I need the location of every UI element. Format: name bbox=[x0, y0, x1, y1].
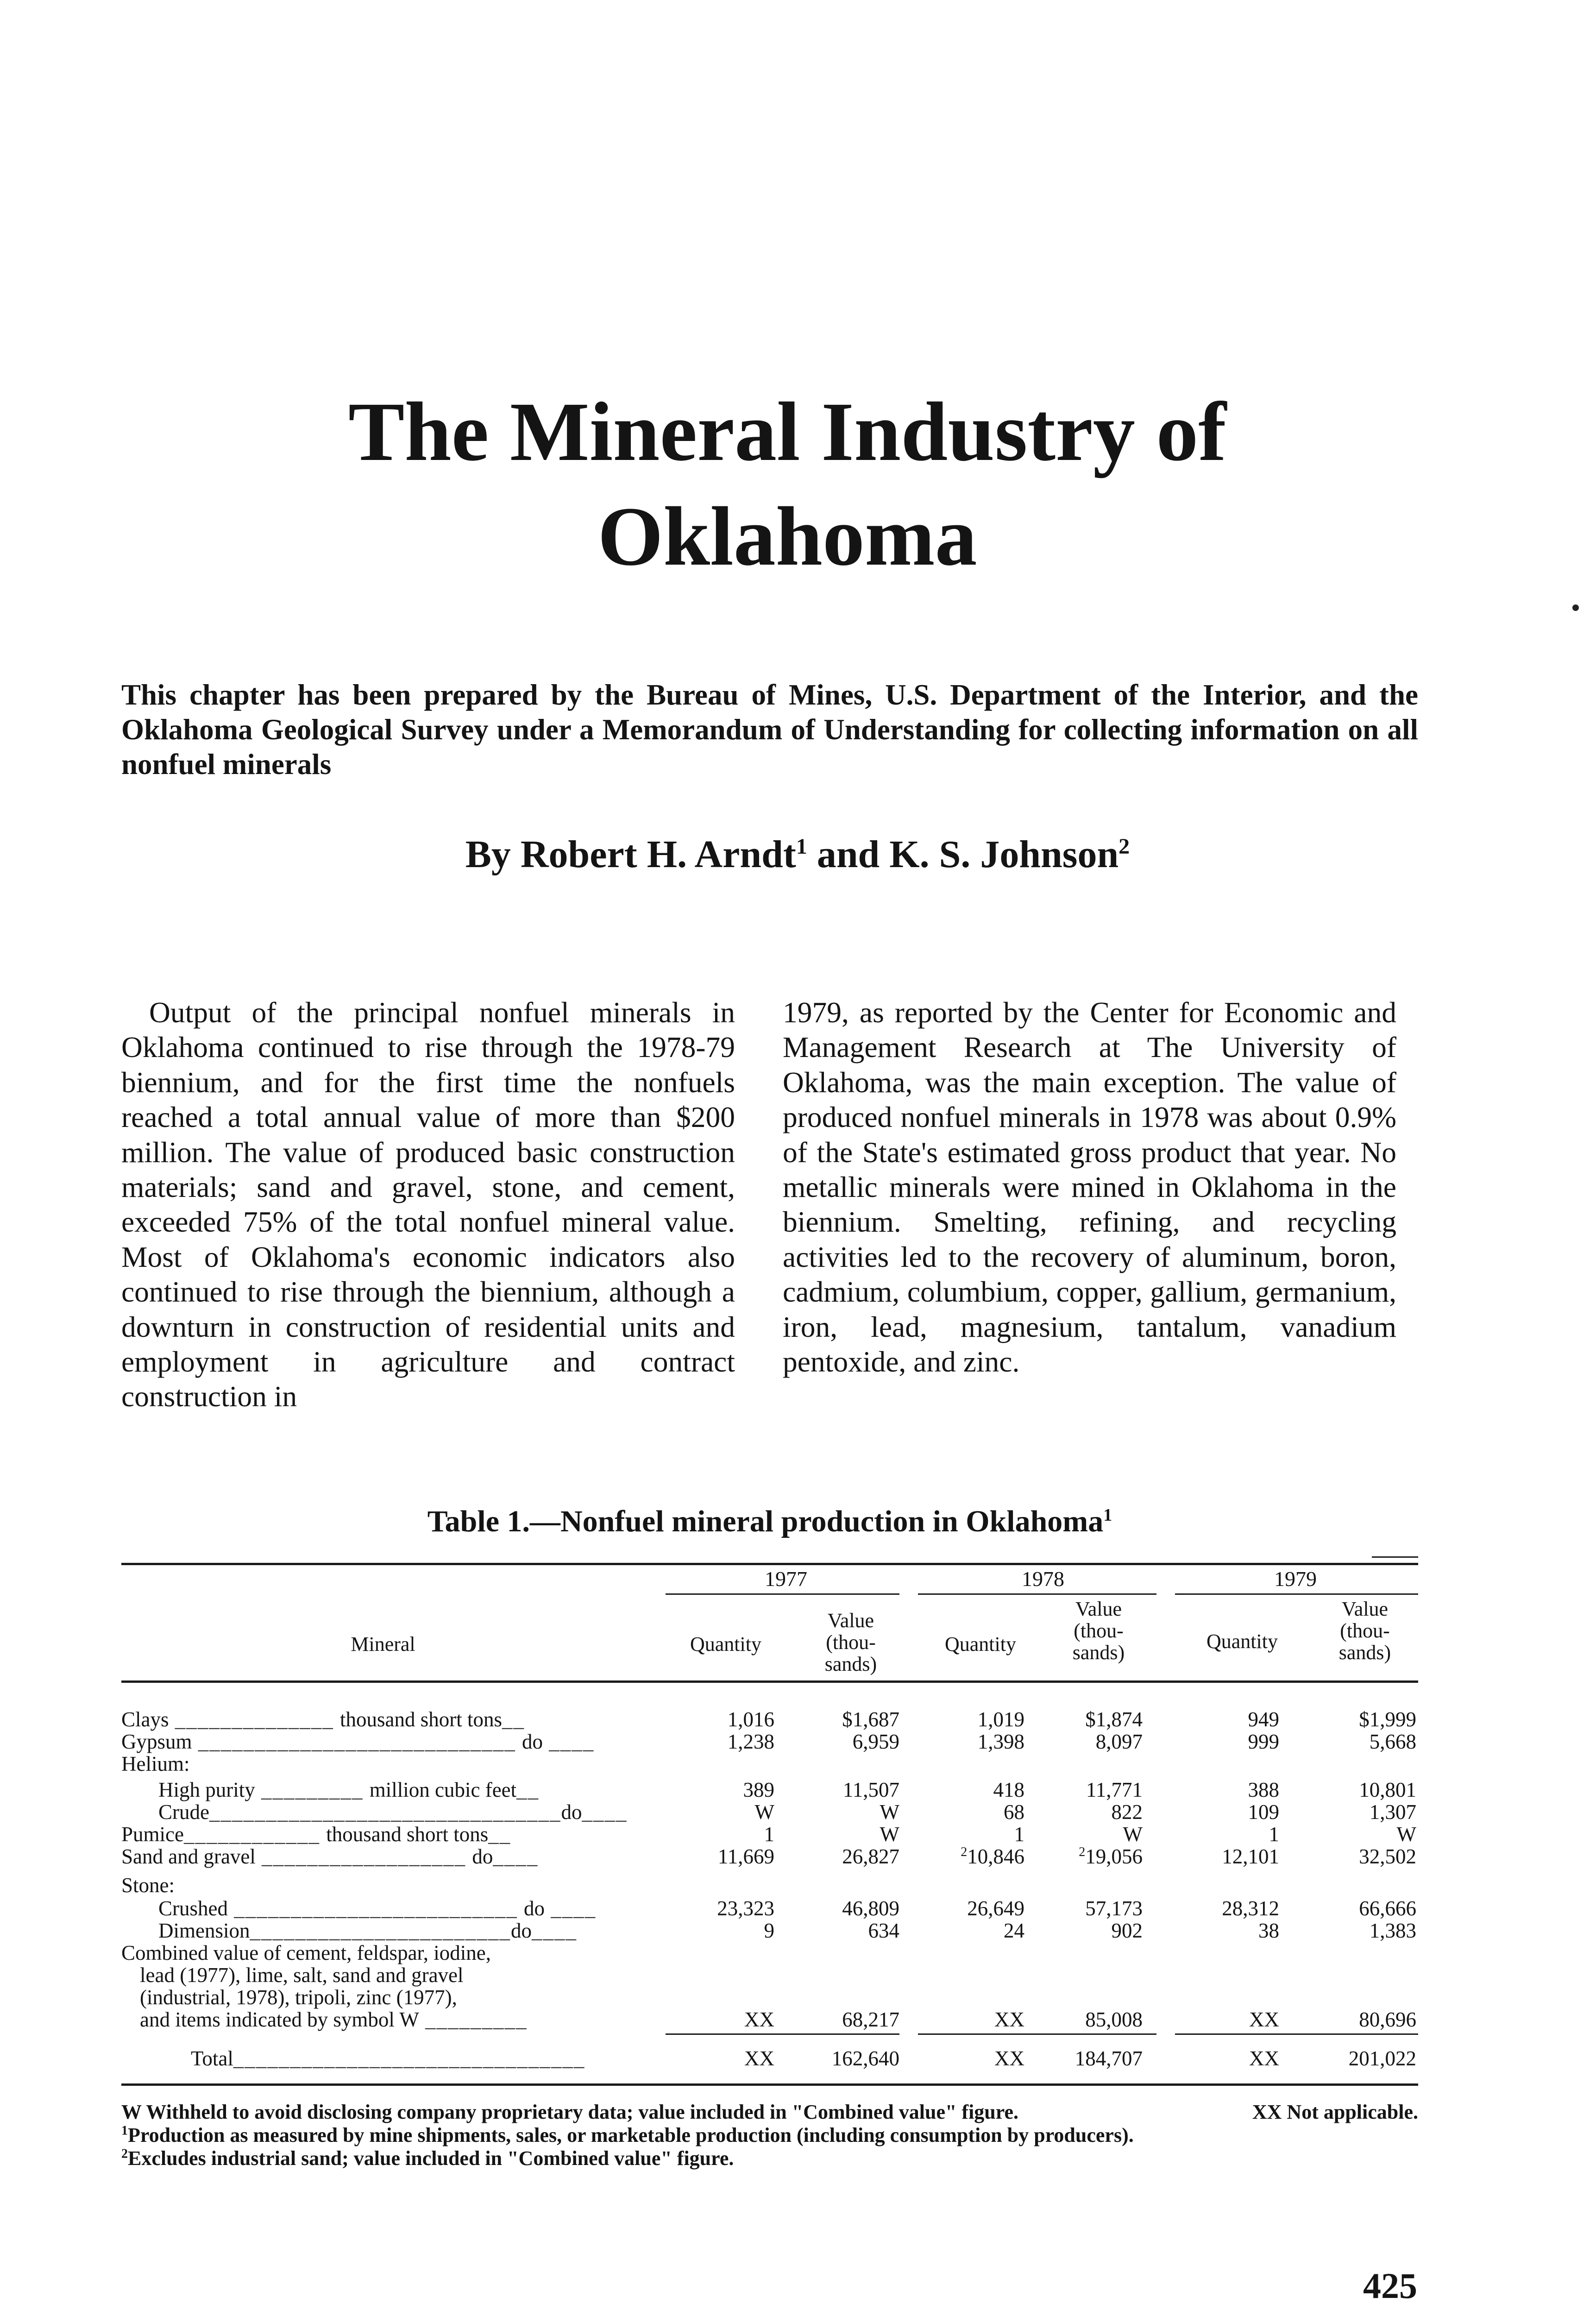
cell-1977-value: W bbox=[880, 1823, 899, 1846]
byline-footnote-2: 2 bbox=[1118, 834, 1130, 859]
col-header-mineral: Mineral bbox=[351, 1633, 415, 1655]
cell-1977-value: W bbox=[880, 1800, 899, 1824]
col-header-value-1979 bbox=[1312, 1598, 1418, 1663]
subtotal-rule-1979 bbox=[1175, 2033, 1418, 2035]
table-row: Dimension_______________________do____ 9 634 24 902 38 1,383 bbox=[158, 1919, 1416, 1942]
byline-first-author: By Robert H. Arndt bbox=[465, 833, 796, 876]
cell-footnote-mark: 2 bbox=[961, 1845, 968, 1859]
cell-1979-quantity: 999 bbox=[1248, 1730, 1279, 1753]
table-row: Crushed _________________________ do ____ 23,323 46,809 26,649 57,173 28,312 66,666 bbox=[158, 1897, 1416, 1920]
row-label: Gypsum bbox=[121, 1730, 192, 1753]
cell-1978-value: $1,874 bbox=[1085, 1708, 1143, 1731]
cell-1977-quantity: XX bbox=[744, 2008, 774, 2031]
cell-1977-value: 634 bbox=[868, 1919, 899, 1942]
col-header-quantity-1977: Quantity bbox=[690, 1633, 761, 1655]
cell-1978-value: 85,008 bbox=[1085, 2008, 1143, 2031]
cell-1979-value: 66,666 bbox=[1359, 1897, 1416, 1920]
row-unit: thousand short tons bbox=[326, 1823, 489, 1846]
table-row bbox=[121, 1964, 1418, 1986]
col-header-value-1978 bbox=[1043, 1598, 1154, 1663]
cell-1977-value: 68,217 bbox=[842, 2008, 899, 2031]
year-underline-1978 bbox=[918, 1593, 1156, 1595]
row-label: Clays bbox=[121, 1708, 169, 1731]
row-label: (industrial, 1978), tripoli, zinc (1977), bbox=[140, 1986, 457, 2009]
row-label: Dimension bbox=[158, 1919, 250, 1942]
table-bottom-rule bbox=[121, 2083, 1418, 2086]
footnote-2-mark: 2 bbox=[121, 2146, 128, 2161]
year-heading-1978: 1978 bbox=[1022, 1567, 1064, 1591]
cell-1978-quantity: XX bbox=[994, 2008, 1024, 2031]
col-header-value-line3: sands) bbox=[1338, 1641, 1391, 1664]
cell-1979-value: 201,022 bbox=[1348, 2047, 1416, 2070]
footnote-w-text: W Withheld to avoid disclosing company proprietary data; value included in "Combined value" figure. bbox=[121, 2101, 1019, 2123]
stray-ink-mark bbox=[1572, 604, 1579, 611]
col-header-value-line1: Value bbox=[827, 1609, 874, 1632]
table-row: Gypsum ____________________________ do ____ 1,238 6,959 1,398 8,097 999 5,668 bbox=[121, 1730, 1416, 1753]
cell-1979-quantity: 949 bbox=[1248, 1708, 1279, 1731]
cell-1977-value: 11,507 bbox=[842, 1778, 899, 1801]
row-label: Total bbox=[191, 2047, 233, 2070]
subtotal-rule-1977 bbox=[666, 2033, 899, 2035]
cell-1977-quantity: 1,016 bbox=[727, 1708, 774, 1731]
col-header-value-line2: (thou- bbox=[826, 1631, 876, 1654]
row-unit: do bbox=[561, 1800, 582, 1824]
table-row: High purity _________ million cubic feet__ 389 11,507 418 11,771 388 10,801 bbox=[158, 1778, 1416, 1801]
table-row: and items indicated by symbol W _________ XX 68,217 XX 85,008 XX 80,696 bbox=[140, 2008, 1416, 2031]
cell-1977-quantity: 23,323 bbox=[717, 1897, 774, 1920]
col-header-value-line2: (thou- bbox=[1074, 1619, 1124, 1642]
row-label: lead (1977), lime, salt, sand and gravel bbox=[140, 1964, 464, 1987]
cell-1979-quantity: 38 bbox=[1258, 1919, 1279, 1942]
table-header-rule bbox=[121, 1563, 1418, 1565]
author-byline bbox=[121, 831, 1474, 878]
cell-1978-quantity: 418 bbox=[993, 1778, 1024, 1801]
cell-1977-value: 26,827 bbox=[842, 1845, 899, 1868]
cell-1979-value: 5,668 bbox=[1369, 1730, 1416, 1753]
row-label: Stone: bbox=[121, 1874, 175, 1897]
table-row bbox=[121, 1753, 1418, 1775]
table-row bbox=[121, 1874, 1418, 1896]
row-unit: million cubic feet bbox=[369, 1778, 517, 1801]
chapter-title-line-1: The Mineral Industry of bbox=[348, 385, 1226, 478]
footnote-1-text: Production as measured by mine shipments, sales, or marketable production (including consumption by producers). bbox=[128, 2124, 1134, 2146]
year-heading-1977: 1977 bbox=[765, 1567, 807, 1591]
page-number: 425 bbox=[1363, 2266, 1417, 2306]
subtotal-rule-1978 bbox=[918, 2033, 1156, 2035]
cell-1978-quantity: 10,846 bbox=[967, 1845, 1024, 1868]
cell-1979-value: 32,502 bbox=[1359, 1845, 1416, 1868]
cell-1977-quantity: 9 bbox=[764, 1919, 774, 1942]
cell-1977-quantity: 1 bbox=[764, 1823, 774, 1846]
row-label: Helium: bbox=[121, 1752, 190, 1775]
row-unit: do bbox=[472, 1845, 493, 1868]
cell-1978-quantity: 26,649 bbox=[967, 1897, 1024, 1920]
cell-1979-quantity: 12,101 bbox=[1222, 1845, 1279, 1868]
cell-1977-quantity: 1,238 bbox=[727, 1730, 774, 1753]
year-underline-1979 bbox=[1175, 1593, 1418, 1595]
table-row-total: Total_______________________________ XX 162,640 XX 184,707 XX 201,022 bbox=[191, 2047, 1416, 2070]
cell-1978-value: 8,097 bbox=[1095, 1730, 1143, 1753]
row-unit: do bbox=[522, 1730, 543, 1753]
cell-footnote-mark: 2 bbox=[1079, 1845, 1086, 1859]
cell-1978-value: 184,707 bbox=[1074, 2047, 1143, 2070]
cell-1979-value: 80,696 bbox=[1359, 2008, 1416, 2031]
row-unit: do bbox=[511, 1919, 532, 1942]
footnote-xx: XX Not applicable. bbox=[1252, 2101, 1418, 2123]
row-label: and items indicated by symbol W bbox=[140, 2008, 419, 2031]
row-unit: do bbox=[524, 1897, 545, 1920]
col-header-value-line3: sands) bbox=[1072, 1641, 1125, 1664]
cell-1979-quantity: 388 bbox=[1248, 1778, 1279, 1801]
cell-1977-quantity: 11,669 bbox=[717, 1845, 774, 1868]
col-header-quantity-1978: Quantity bbox=[945, 1633, 1016, 1655]
table-row: Sand and gravel __________________ do____ 11,669 26,827 $^2$10,846 $^2$19,056 12,101 32,502 bbox=[121, 1845, 1416, 1868]
cell-1979-value: W bbox=[1396, 1823, 1416, 1846]
cell-1979-quantity: 109 bbox=[1248, 1800, 1279, 1824]
table-row: Clays ______________ thousand short tons__ 1,016 $1,687 1,019 $1,874 949 $1,999 bbox=[121, 1708, 1416, 1731]
footnote-1-mark: 1 bbox=[121, 2123, 128, 2138]
table-caption-footnote: 1 bbox=[1103, 1505, 1112, 1525]
footnote-2-text: Excludes industrial sand; value included in "Combined value" figure. bbox=[128, 2147, 734, 2170]
cell-1978-quantity: 1 bbox=[1014, 1823, 1024, 1846]
cell-1979-value: 1,307 bbox=[1369, 1800, 1416, 1824]
cell-1979-value: 10,801 bbox=[1359, 1778, 1416, 1801]
cell-1979-value: $1,999 bbox=[1359, 1708, 1416, 1731]
cell-1979-quantity: 28,312 bbox=[1222, 1897, 1279, 1920]
cell-1979-quantity: XX bbox=[1249, 2047, 1279, 2070]
year-heading-1979: 1979 bbox=[1274, 1567, 1317, 1591]
footnote-2 bbox=[121, 2147, 1418, 2170]
cell-1978-value: 902 bbox=[1111, 1919, 1143, 1942]
col-header-value-line1: Value bbox=[1075, 1598, 1122, 1620]
cell-1977-value: 162,640 bbox=[831, 2047, 899, 2070]
cell-1977-quantity: 389 bbox=[743, 1778, 774, 1801]
cell-1977-value: 6,959 bbox=[852, 1730, 899, 1753]
table-caption bbox=[121, 1503, 1418, 1540]
cell-1978-value: 822 bbox=[1111, 1800, 1143, 1824]
footnote-w bbox=[121, 2101, 1418, 2124]
table-row: Pumice____________ thousand short tons__ 1 W 1 W 1 W bbox=[121, 1823, 1416, 1846]
cell-1979-quantity: 1 bbox=[1269, 1823, 1279, 1846]
chapter-title-line-2: Oklahoma bbox=[597, 490, 977, 583]
col-header-value-1977 bbox=[793, 1610, 909, 1675]
row-label: Crude bbox=[158, 1800, 209, 1824]
cell-1978-quantity: 1,398 bbox=[977, 1730, 1024, 1753]
cell-1978-quantity: 1,019 bbox=[977, 1708, 1024, 1731]
table-row: Crude_______________________________do____ W W 68 822 109 1,307 bbox=[158, 1800, 1416, 1824]
table-caption-text: Table 1.—Nonfuel mineral production in Oklahoma bbox=[427, 1504, 1104, 1538]
cell-1977-quantity: XX bbox=[744, 2047, 774, 2070]
row-label: Sand and gravel bbox=[121, 1845, 256, 1868]
cell-1977-value: $1,687 bbox=[842, 1708, 899, 1731]
cell-1979-quantity: XX bbox=[1249, 2008, 1279, 2031]
cell-1979-value: 1,383 bbox=[1369, 1919, 1416, 1942]
table-top-rule bbox=[1372, 1556, 1418, 1558]
col-header-value-line2: (thou- bbox=[1340, 1619, 1390, 1642]
cell-1978-value: 57,173 bbox=[1085, 1897, 1143, 1920]
cell-1977-value: 46,809 bbox=[842, 1897, 899, 1920]
byline-footnote-1: 1 bbox=[796, 834, 807, 859]
table-header-bottom-rule bbox=[121, 1680, 1418, 1683]
cell-1978-value: W bbox=[1123, 1823, 1143, 1846]
body-column-left: Output of the principal nonfuel minerals in Oklahoma continued to rise through the 1978-79 biennium, and for the first time the nonfuels reached a total annual value of more than $200 million. The value of produced basic construction materials; sand and gravel, stone, and cement, exceeded 75% of the total nonfuel mineral value. Most of Oklahoma's economic indicators also continued to rise through the biennium, although a downturn in construction of residential units and employment in agriculture and contract construction in bbox=[121, 996, 735, 1413]
col-header-value-line1: Value bbox=[1341, 1598, 1389, 1620]
year-underline-1977 bbox=[666, 1593, 899, 1595]
row-unit: thousand short tons bbox=[340, 1708, 503, 1731]
table-footnotes bbox=[121, 2101, 1418, 2170]
chapter-title bbox=[120, 380, 1454, 589]
table-row bbox=[121, 1986, 1418, 2008]
prepared-by-note: This chapter has been prepared by the Bureau of Mines, U.S. Department of the Interior, and the Oklahoma Geological Survey under a Memorandum of Understanding for collecting information on all nonfuel minerals bbox=[121, 679, 1418, 780]
row-label: Crushed bbox=[158, 1897, 228, 1920]
row-label: Pumice bbox=[121, 1823, 184, 1846]
cell-1978-quantity: 24 bbox=[1004, 1919, 1024, 1942]
cell-1977-quantity: W bbox=[754, 1800, 774, 1824]
table-row bbox=[121, 1942, 1418, 1964]
col-header-value-line3: sands) bbox=[824, 1653, 877, 1675]
col-header-quantity-1979: Quantity bbox=[1206, 1630, 1278, 1653]
row-label: Combined value of cement, feldspar, iodine, bbox=[121, 1941, 491, 1964]
footnote-1 bbox=[121, 2124, 1418, 2147]
row-label: High purity bbox=[158, 1778, 255, 1801]
cell-1978-value: 19,056 bbox=[1085, 1845, 1143, 1868]
cell-1978-quantity: XX bbox=[994, 2047, 1024, 2070]
body-column-right: 1979, as reported by the Center for Economic and Management Research at The University of Oklahoma, was the main exception. The value of produced nonfuel minerals in 1978 was about 0.9% of the State's estimated gross product that year. No metallic minerals were mined in Oklahoma in the biennium. Smelting, refining, and recycling activities led to the recovery of aluminum, boron, cadmium, columbium, copper, gallium, germanium, iron, lead, magnesium, tantalum, vanadium pentoxide, and zinc. bbox=[783, 996, 1396, 1378]
cell-1978-value: 11,771 bbox=[1086, 1778, 1143, 1801]
cell-1978-quantity: 68 bbox=[1004, 1800, 1024, 1824]
byline-second-author: and K. S. Johnson bbox=[807, 833, 1119, 876]
